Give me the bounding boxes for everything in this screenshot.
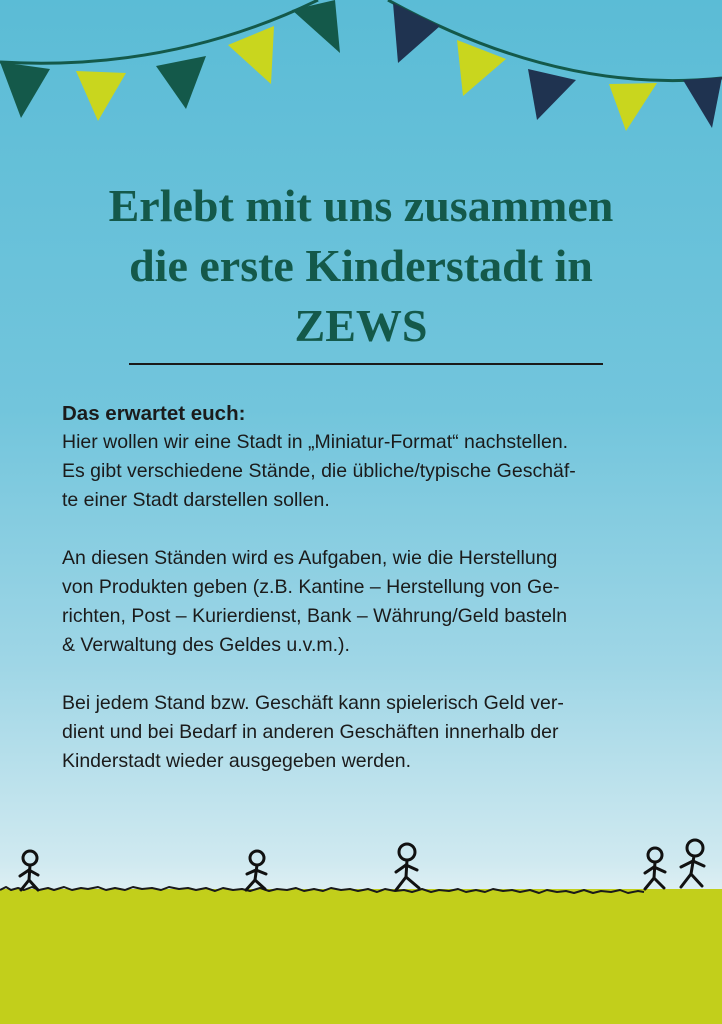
pennant-flag: [156, 56, 206, 109]
text-line: te einer Stadt darstellen sollen.: [62, 489, 330, 511]
text-line: An diesen Ständen wird es Aufgaben, wie die Herstellung: [62, 547, 558, 569]
stick-figure: [20, 851, 38, 890]
grass-scribble: [0, 887, 644, 893]
text-line: Hier wollen wir eine Stadt in „Miniatur-Format“ nachstellen.: [62, 431, 569, 453]
pennant-flag: [393, 3, 440, 63]
stick-figure: [681, 840, 704, 887]
title-line: ZEWS: [294, 300, 428, 351]
title-divider: [129, 363, 603, 365]
stick-figures-scene: [0, 830, 722, 910]
pennant-flag: [683, 77, 722, 128]
page-title: [40, 176, 682, 356]
pennant-flag: [609, 83, 657, 131]
stick-figure: [645, 848, 665, 889]
pennant-flag: [528, 69, 576, 120]
paragraph: [62, 689, 672, 776]
pennant-flag: [0, 62, 50, 118]
text-line: dient und bei Bedarf in anderen Geschäften innerhalb der: [62, 721, 559, 743]
text-line: Es gibt verschiedene Stände, die übliche/typische Geschäf-: [62, 460, 576, 482]
title-line: die erste Kinderstadt in: [129, 240, 593, 291]
text-line: richten, Post – Kurierdienst, Bank – Währung/Geld basteln: [62, 605, 568, 627]
title-line: Erlebt mit uns zusammen: [108, 180, 614, 231]
text-line: Kinderstadt wieder ausgegeben werden.: [62, 750, 412, 772]
section-heading: Das erwartet euch:: [62, 402, 246, 425]
text-line: von Produkten geben (z.B. Kantine – Herstellung von Ge-: [62, 576, 560, 598]
stick-figure: [246, 851, 266, 890]
text-line: & Verwaltung des Geldes u.v.m.).: [62, 634, 350, 656]
stick-figure: [396, 844, 419, 890]
paragraph: [62, 544, 672, 660]
info-text: [62, 399, 672, 805]
pennant-flag: [76, 71, 126, 121]
bunting-garland: [0, 0, 722, 150]
text-line: Bei jedem Stand bzw. Geschäft kann spielerisch Geld ver-: [62, 692, 564, 714]
paragraph: [62, 428, 672, 515]
